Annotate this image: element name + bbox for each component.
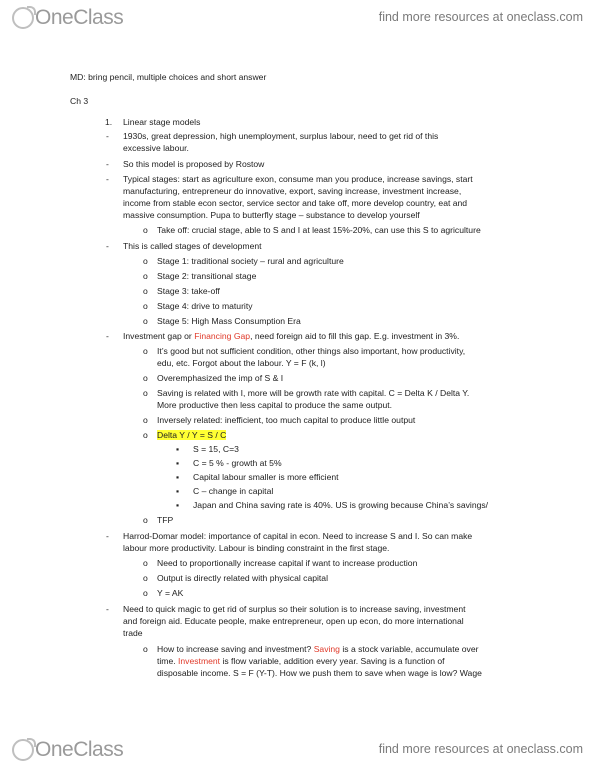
circle-bullet: o	[143, 415, 148, 425]
list-item: Stage 5: High Mass Consumption Era	[157, 316, 301, 326]
list-item: disposable income. S = F (Y-T). How we push them to save when wage is low? Wage	[157, 668, 482, 678]
list-item: manufacturing, entrepreneur do innovative, export, saving increase, investment increase,	[123, 186, 462, 196]
list-item: Take off: crucial stage, able to S and I at least 15%-20%, can use this S to agriculture	[157, 225, 481, 235]
square-bullet: ▪	[176, 486, 180, 496]
list-item: massive consumption. Pupa to butterfly stage – substance to develop yourself	[123, 210, 420, 220]
dash-bullet: -	[106, 241, 109, 251]
list-item: Saving is related with I, more will be growth rate with capital. C = Delta K / Delta Y.	[157, 388, 470, 398]
square-bullet: ▪	[176, 500, 180, 510]
highlighted-term: Investment	[178, 656, 221, 666]
list-item	[157, 429, 226, 441]
list-item: Japan and China saving rate is 40%. US is growing because China’s savings/	[193, 500, 489, 510]
list-item: How to increase saving and investment? Saving is a stock variable, accumulate over	[157, 644, 479, 654]
circle-bullet: o	[143, 271, 148, 281]
list-item: Stage 3: take-off	[157, 286, 220, 296]
list-item: 1930s, great depression, high unemployment, surplus labour, need to get rid of this	[123, 131, 439, 141]
list-item: Output is directly related with physical capital	[157, 573, 328, 583]
highlighted-formula: Delta Y / Y = S / C	[157, 430, 227, 440]
list-item: Stage 4: drive to maturity	[157, 301, 253, 311]
circle-bullet: o	[143, 558, 148, 568]
oneclass-logo[interactable]	[12, 6, 123, 30]
list-item: labour more productivity. Labour is binding constraint in the first stage.	[123, 543, 390, 553]
oneclass-logo[interactable]	[12, 738, 123, 762]
list-item: Stage 2: transitional stage	[157, 271, 257, 281]
list-item: Inversely related: inefficient, too much capital to produce little output	[157, 415, 416, 425]
list-item: This is called stages of development	[123, 241, 262, 251]
list-item: Capital labour smaller is more efficient	[193, 472, 339, 482]
oneclass-logo-icon	[12, 739, 34, 761]
list-item: Need to quick magic to get rid of surplus so their solution is to increase saving, investment	[123, 604, 466, 614]
square-bullet: ▪	[176, 458, 180, 468]
md-line: MD: bring pencil, multiple choices and short answer	[70, 72, 267, 82]
list-item: Overemphasized the imp of S & I	[157, 373, 284, 383]
list-item: More productive then less capital to produce the same output.	[157, 400, 393, 410]
dash-bullet: -	[106, 531, 109, 541]
circle-bullet: o	[143, 256, 148, 266]
list-item: and foreign aid. Educate people, make entrepreneur, open up econ, do more international	[123, 616, 464, 626]
resources-link[interactable]: find more resources at oneclass.com	[378, 10, 583, 24]
resources-link[interactable]: find more resources at oneclass.com	[378, 742, 583, 756]
dash-bullet: -	[106, 174, 109, 184]
circle-bullet: o	[143, 644, 148, 654]
list-item: It’s good but not sufficient condition, other things also important, how productivity,	[157, 346, 466, 356]
list-item: Need to proportionally increase capital if want to increase production	[157, 558, 418, 568]
circle-bullet: o	[143, 346, 148, 356]
square-bullet: ▪	[176, 472, 180, 482]
dash-bullet: -	[106, 604, 109, 614]
list-item: Harrod-Domar model: importance of capital in econ. Need to increase S and I. So can make	[123, 531, 473, 541]
section-heading: Linear stage models	[123, 117, 201, 127]
highlighted-term: Saving	[313, 644, 340, 654]
list-item: C = 5 % - growth at 5%	[193, 458, 282, 468]
list-item: income from stable econ sector, service sector and take off, more develop country, eat and	[123, 198, 468, 208]
page-footer	[0, 732, 595, 770]
list-item: excessive labour.	[123, 143, 189, 153]
circle-bullet: o	[143, 388, 148, 398]
dash-bullet: -	[106, 131, 109, 141]
list-item: trade	[123, 628, 143, 638]
oneclass-logo-icon	[12, 7, 34, 29]
list-item: Y = AK	[157, 588, 184, 598]
circle-bullet: o	[143, 573, 148, 583]
circle-bullet: o	[143, 515, 148, 525]
list-number: 1.	[105, 117, 113, 127]
square-bullet: ▪	[176, 444, 180, 454]
list-item: Stage 1: traditional society – rural and agriculture	[157, 256, 344, 266]
brand-name: OneClass	[35, 6, 124, 29]
list-item: So this model is proposed by Rostow	[123, 159, 265, 169]
circle-bullet: o	[143, 286, 148, 296]
list-item: TFP	[157, 515, 174, 525]
highlighted-term: Financing Gap	[194, 331, 251, 341]
circle-bullet: o	[143, 301, 148, 311]
circle-bullet: o	[143, 588, 148, 598]
circle-bullet: o	[143, 430, 148, 440]
chapter-label: Ch 3	[70, 96, 89, 106]
circle-bullet: o	[143, 225, 148, 235]
list-item: time. Investment is flow variable, addition every year. Saving is a function of	[157, 656, 445, 666]
list-item: edu, etc. Forgot about the labour. Y = F (k, l)	[157, 358, 326, 368]
list-item: Typical stages: start as agriculture exon, consume man you produce, increase savings, start	[123, 174, 473, 184]
circle-bullet: o	[143, 316, 148, 326]
brand-name: OneClass	[35, 738, 124, 761]
dash-bullet: -	[106, 159, 109, 169]
list-item: Investment gap or Financing Gap, need foreign aid to fill this gap. E.g. investment in 3%.	[123, 331, 460, 341]
circle-bullet: o	[143, 373, 148, 383]
page-header	[0, 0, 595, 34]
list-item: S = 15, C=3	[193, 444, 239, 454]
list-item: C – change in capital	[193, 486, 274, 496]
dash-bullet: -	[106, 331, 109, 341]
